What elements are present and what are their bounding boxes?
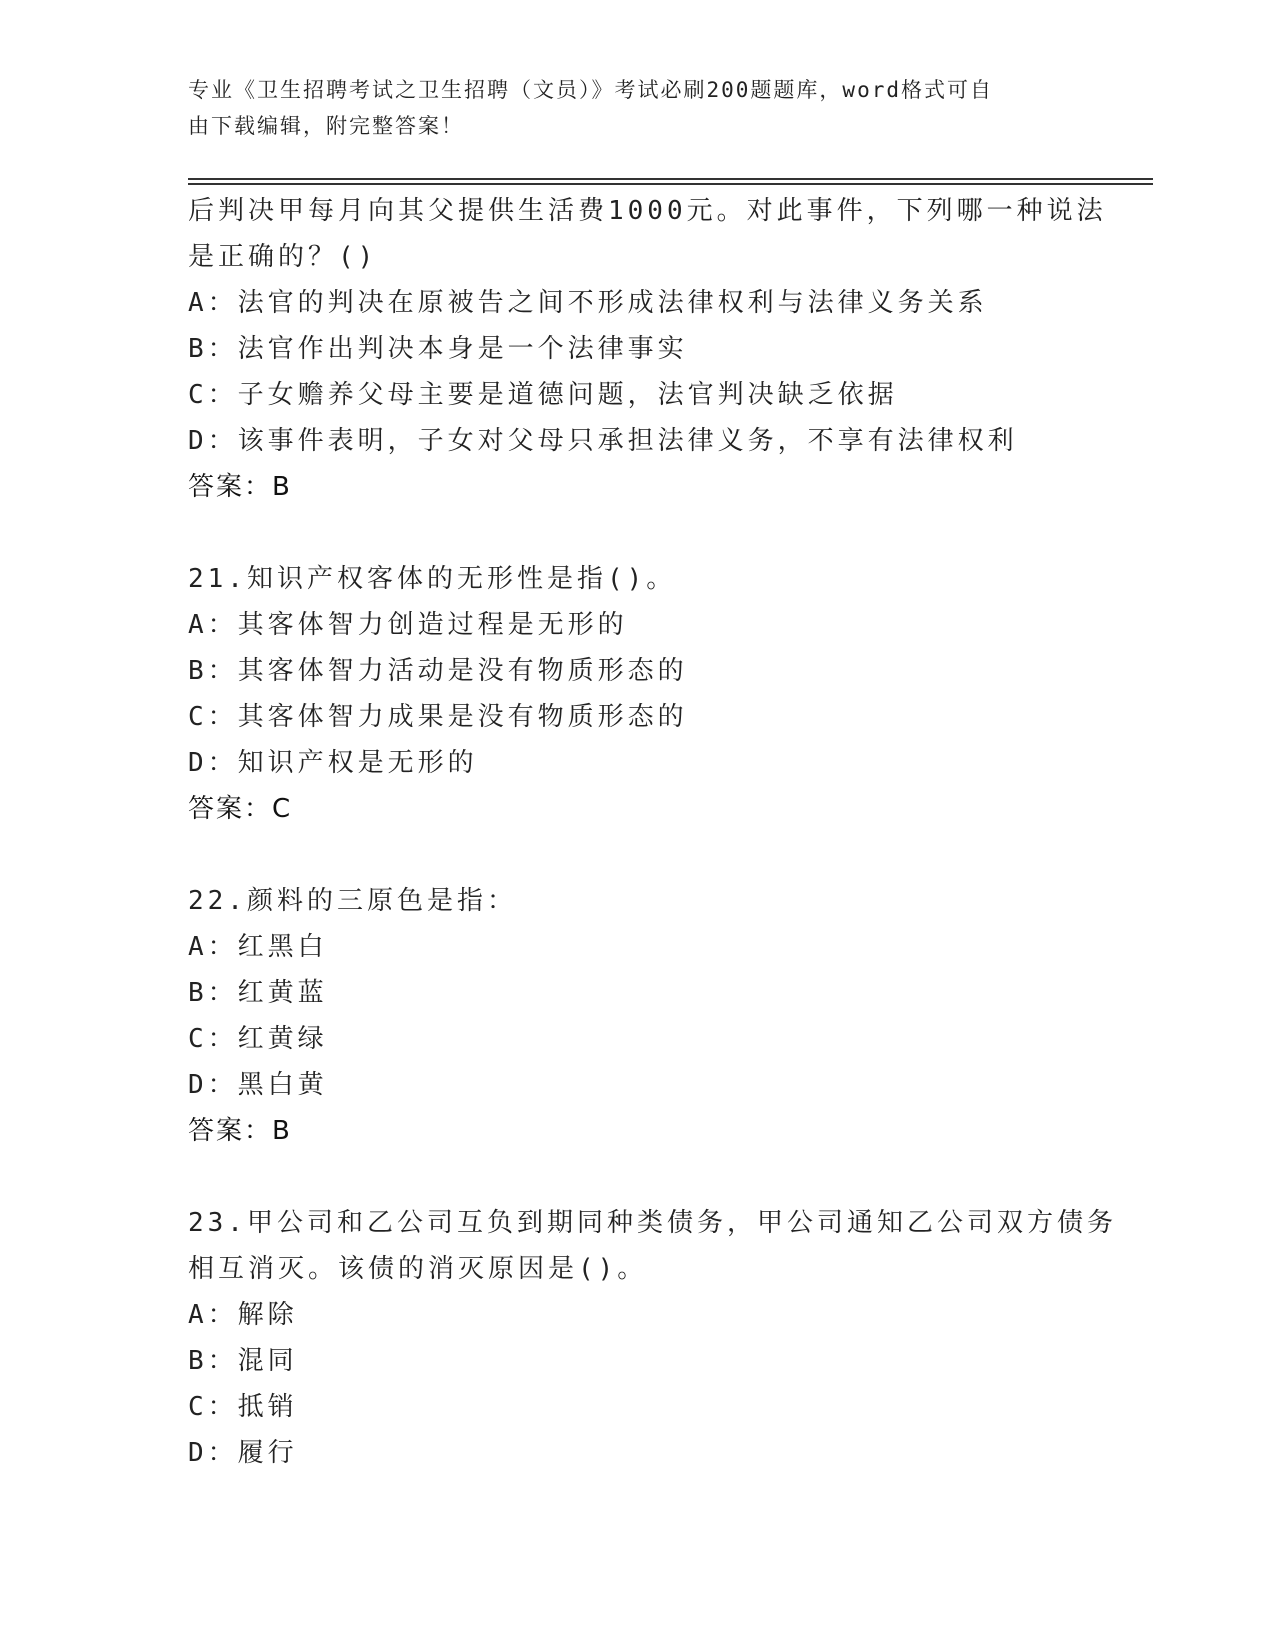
option-a: A：其客体智力创造过程是无形的 <box>188 610 628 640</box>
answer: 答案：B <box>188 472 292 502</box>
option-c: C：其客体智力成果是没有物质形态的 <box>188 702 688 732</box>
question-20 <box>188 188 1107 510</box>
document-header <box>188 72 1088 144</box>
question-21 <box>188 556 1088 832</box>
option-a: A：法官的判决在原被告之间不形成法律权利与法律义务关系 <box>188 288 988 318</box>
question-list <box>188 188 1117 1476</box>
question-stem-continued: 是正确的？() <box>188 242 378 272</box>
header-line-1: 专业《卫生招聘考试之卫生招聘（文员）》考试必刷200题题库，word格式可自 <box>188 78 993 102</box>
option-d: D：该事件表明，子女对父母只承担法律义务，不享有法律权利 <box>188 426 1018 456</box>
option-c: C：抵销 <box>188 1392 298 1422</box>
question-stem: 21.知识产权客体的无形性是指()。 <box>188 564 677 594</box>
option-d: D：履行 <box>188 1438 298 1468</box>
option-c: C：红黄绿 <box>188 1024 328 1054</box>
spacer <box>188 510 1088 556</box>
option-b: B：混同 <box>188 1346 298 1376</box>
option-b: B：法官作出判决本身是一个法律事实 <box>188 334 688 364</box>
option-b: B：其客体智力活动是没有物质形态的 <box>188 656 688 686</box>
question-stem: 相互消灭。该债的消灭原因是()。 <box>188 1254 648 1284</box>
question-stem: 22.颜料的三原色是指： <box>188 886 517 916</box>
header-rule-top <box>188 178 1153 180</box>
option-c: C：子女赡养父母主要是道德问题，法官判决缺乏依据 <box>188 380 898 410</box>
option-a: A：红黑白 <box>188 932 328 962</box>
option-d: D：知识产权是无形的 <box>188 748 478 778</box>
question-stem-continued: 后判决甲每月向其父提供生活费1000元。对此事件，下列哪一种说法 <box>188 196 1107 226</box>
spacer <box>188 1154 1088 1200</box>
option-b: B：红黄蓝 <box>188 978 328 1008</box>
header-line-2: 由下载编辑，附完整答案！ <box>188 114 464 138</box>
question-23 <box>188 1200 1117 1476</box>
header-rule-bottom <box>188 183 1153 185</box>
answer: 答案：C <box>188 794 293 824</box>
option-a: A：解除 <box>188 1300 298 1330</box>
question-22 <box>188 878 1088 1154</box>
answer: 答案：B <box>188 1116 292 1146</box>
spacer <box>188 832 1088 878</box>
question-stem: 23.甲公司和乙公司互负到期同种类债务，甲公司通知乙公司双方债务 <box>188 1208 1117 1238</box>
option-d: D：黑白黄 <box>188 1070 328 1100</box>
